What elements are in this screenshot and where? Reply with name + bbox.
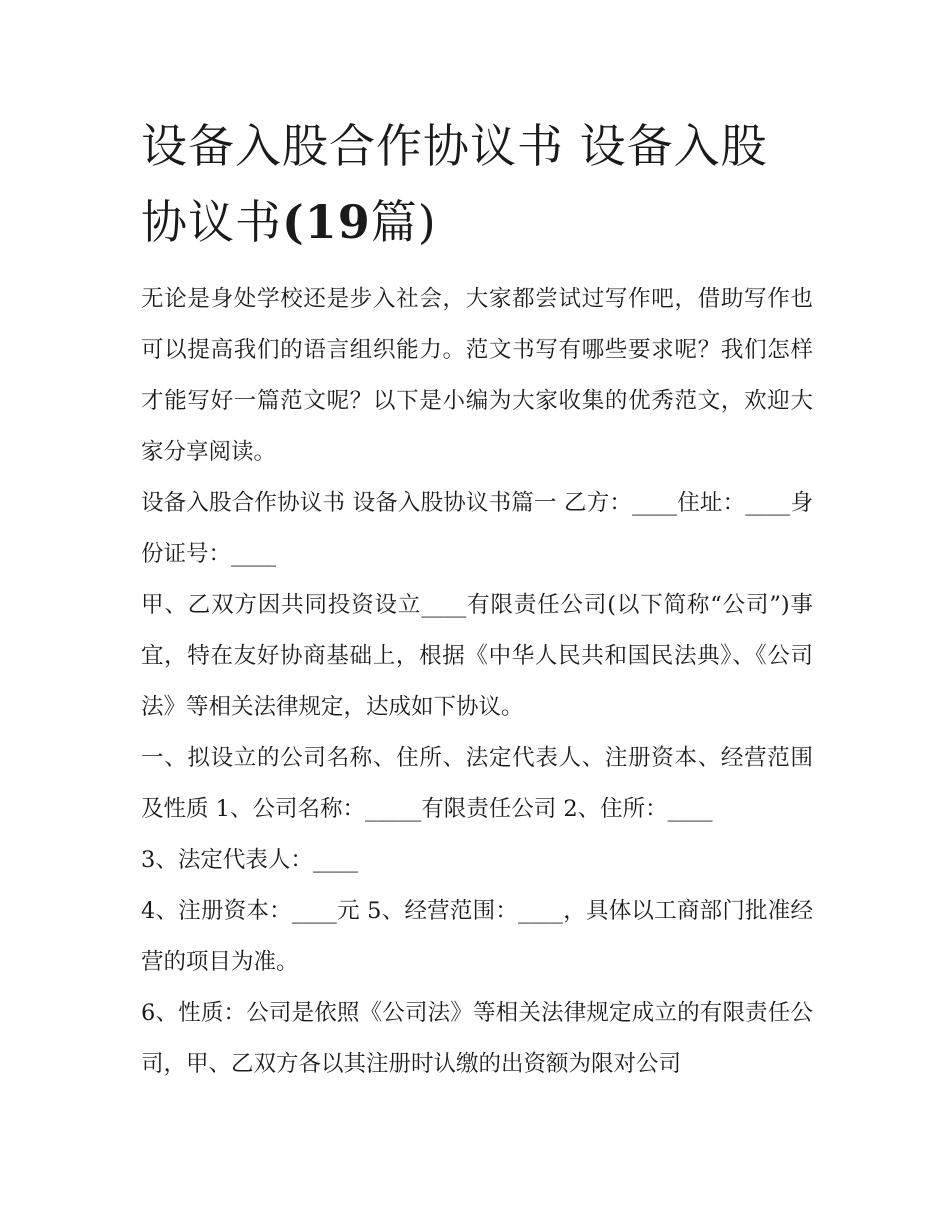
paragraph-clause-6: 6、性质：公司是依照《公司法》等相关法律规定成立的有限责任公司，甲、乙双方各以其注册时认缴的出资额为限对公司 xyxy=(141,1000,813,1077)
paragraph-clause-3: 3、法定代表人：____ xyxy=(141,847,358,873)
document-title: 设备入股合作协议书 设备入股协议书(19篇) xyxy=(141,119,768,249)
paragraph-preamble: 甲、乙双方因共同投资设立____有限责任公司(以下简称“公司”)事宜，特在友好协商基础上，根据《中华人民共和国民法典》、《公司法》等相关法律规定，达成如下协议。 xyxy=(141,592,813,720)
paragraph-party-info: 设备入股合作协议书 设备入股协议书篇一 乙方：____住址：____身份证号：____ xyxy=(141,490,813,567)
paragraph-clause-1: 一、拟设立的公司名称、住所、法定代表人、注册资本、经营范围及性质 1、公司名称：_____有限责任公司 2、住所：____ xyxy=(141,745,813,822)
paragraph-intro: 无论是身处学校还是步入社会，大家都尝试过写作吧，借助写作也可以提高我们的语言组织能力。范文书写有哪些要求呢？我们怎样才能写好一篇范文呢？以下是小编为大家收集的优秀范文，欢迎大家分享阅读。 xyxy=(141,286,813,465)
document-page xyxy=(141,108,813,1090)
paragraph-clause-4-5: 4、注册资本：____元 5、经营范围：____，具体以工商部门批准经营的项目为准。 xyxy=(141,898,813,975)
